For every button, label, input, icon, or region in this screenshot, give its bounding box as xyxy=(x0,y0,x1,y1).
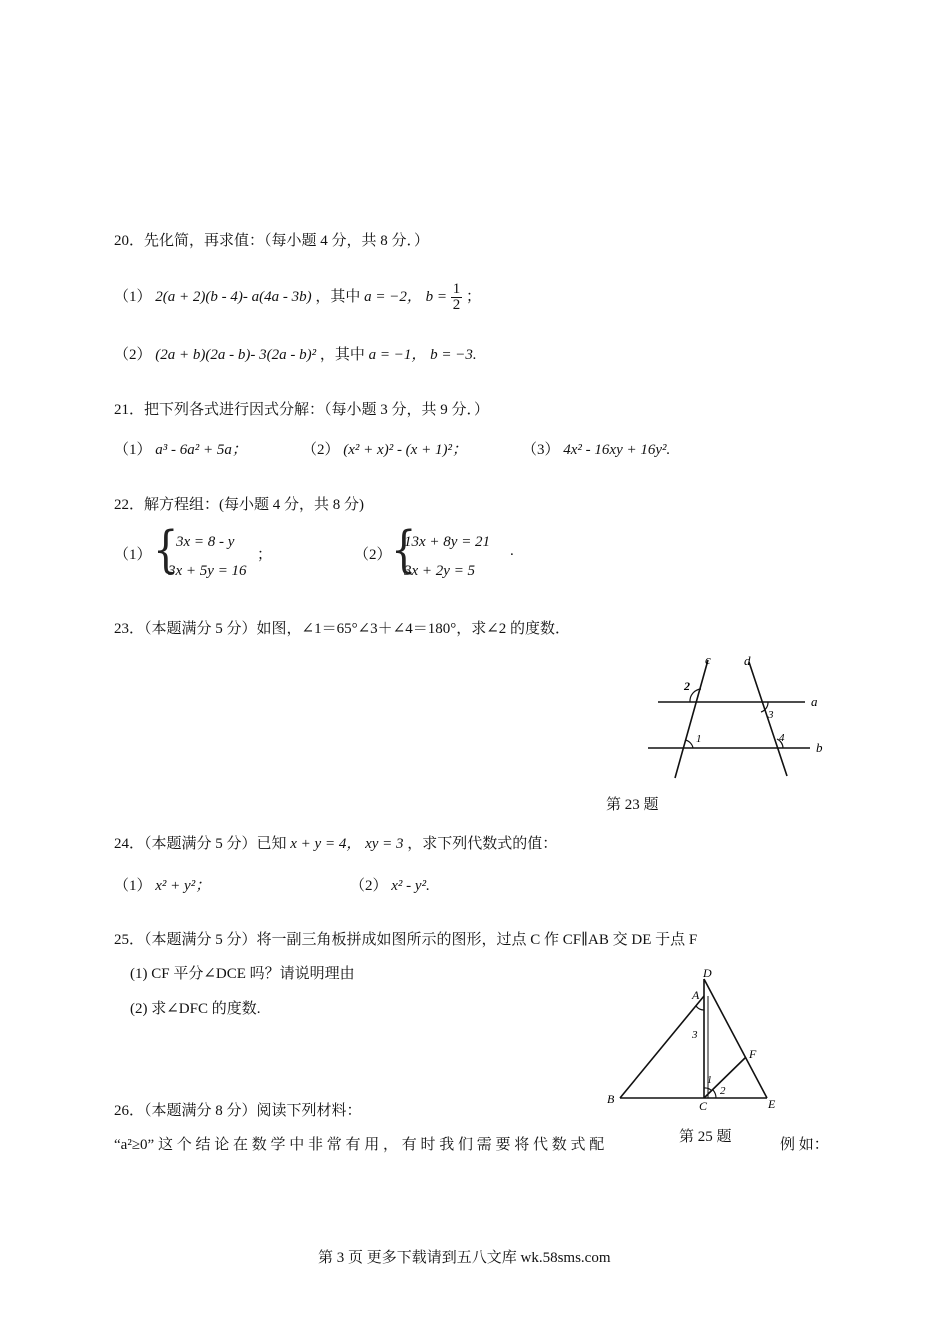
fig25-line-BA xyxy=(620,996,704,1098)
q22-p2-brace: { xyxy=(391,521,417,579)
q20-p2-text: ，其中 xyxy=(319,347,365,363)
q21-part2 xyxy=(302,438,467,459)
q20-p1-expression: 2(a + 2)(b - 4)- a(4a - 3b) xyxy=(155,288,312,305)
q24-p2-expression: x² - y². xyxy=(391,878,430,894)
q20-part1 xyxy=(114,282,481,313)
fig23-label-2: 2 xyxy=(684,679,690,693)
fig25-angle2-arc xyxy=(713,1090,716,1098)
fig23-angle1-arc xyxy=(685,740,693,748)
q26-line-start: “a²≥0” 这 个 结 论 在 数 学 中 非 常 有 用 ， 有 时 我 们 需 要 将 代 数 式 配 xyxy=(114,1137,605,1153)
fig23-label-b: b xyxy=(816,740,823,755)
q22-p2-label: （2） xyxy=(354,547,392,563)
q26-line-end: 例 如： xyxy=(780,1137,829,1153)
fig23-label-a: a xyxy=(811,694,818,709)
q21-part3 xyxy=(522,438,670,459)
fig25-label-1: 1 xyxy=(707,1075,712,1086)
fig23-label-d: d xyxy=(744,653,751,668)
q20-p1-a-value: a = −2， xyxy=(364,288,422,305)
q21-p3-expression: 4x² - 16xy + 16y². xyxy=(563,442,671,458)
fig23-line-c xyxy=(675,660,708,778)
fig23-label-3: 3 xyxy=(768,709,774,721)
q20-part2 xyxy=(114,343,477,364)
q22-title: 22．解方程组：(每小题 4 分，共 8 分) xyxy=(114,497,364,513)
q24-condition-1: x + y = 4， xyxy=(290,836,362,852)
q20-title: 20．先化简，再求值：（每小题 4 分，共 8 分．） xyxy=(114,233,430,249)
q21-p1-expression: a³ - 6a² + 5a； xyxy=(155,442,247,458)
q24-p1-label: （1） xyxy=(114,878,152,894)
q22-p2-eq1: 13x + 8y = 21 xyxy=(404,534,491,550)
q25-caption: 第 25 题 xyxy=(679,1129,732,1145)
q21-title: 21．把下列各式进行因式分解：（每小题 3 分，共 9 分．） xyxy=(114,402,490,418)
q24-p2-label: （2） xyxy=(350,878,388,894)
fig25-label-A: A xyxy=(692,988,700,1002)
q21-p2-label: （2） xyxy=(302,442,340,458)
fig23-label-4: 4 xyxy=(779,732,785,744)
fig25-line-DE xyxy=(704,979,767,1098)
q26-title: 26．（本题满分 8 分）阅读下列材料： xyxy=(114,1103,362,1119)
fig25-label-F: F xyxy=(749,1047,757,1061)
q25-figure xyxy=(600,965,790,1115)
q20-p2-a-value: a = −1， xyxy=(368,347,427,363)
q20-p2-expression: (2a + b)(2a - b)- 3(2a - b)² xyxy=(155,347,317,363)
fig25-label-B: B xyxy=(607,1092,615,1106)
q24-part2 xyxy=(350,874,430,895)
q22-p1-brace: { xyxy=(153,521,179,579)
q21-part1 xyxy=(114,438,247,459)
page-footer: 第 3 页 更多下载请到五八文库 wk.58sms.com xyxy=(318,1250,611,1266)
q20-p2-label: （2） xyxy=(114,347,152,363)
q20-p1-end: ； xyxy=(465,288,481,305)
q25-title: 25．（本题满分 5 分）将一副三角板拼成如图所示的图形，过点 C 作 CF∥AB 交 DE 于点 F xyxy=(114,932,698,948)
q20-p1-label: （1） xyxy=(114,288,152,305)
fig23-label-c: c xyxy=(705,652,711,667)
q21-p3-label: （3） xyxy=(522,442,560,458)
q21-p1-label: （1） xyxy=(114,442,152,458)
q21-p2-expression: (x² + x)² - (x + 1)²； xyxy=(343,442,467,458)
q24-condition-2: xy = 3 xyxy=(365,836,404,852)
q24-title-prefix: 24．（本题满分 5 分）已知 xyxy=(114,836,287,852)
q24-p1-expression: x² + y²； xyxy=(155,878,211,894)
fig25-label-E: E xyxy=(768,1097,776,1111)
fig25-angle3-arc xyxy=(696,1006,704,1010)
q20-p1-text: ，其中 xyxy=(315,288,361,305)
q22-p1-eq2: 3x + 5y = 16 xyxy=(168,563,247,579)
q24-part1 xyxy=(114,874,210,895)
q22-p1-end: ； xyxy=(257,547,273,563)
fig25-label-3: 3 xyxy=(692,1029,698,1041)
q25-part1: (1) CF 平分∠DCE 吗？请说明理由 xyxy=(130,966,355,982)
q22-p1-label: （1） xyxy=(114,547,152,563)
q23-figure xyxy=(640,648,840,788)
q20-p1-b-value: b = xyxy=(425,288,447,305)
q22-p2-end: . xyxy=(510,543,514,559)
fig23-label-1: 1 xyxy=(696,733,702,745)
q23-title: 23．（本题满分 5 分）如图，∠1＝65°∠3＋∠4＝180°，求∠2 的度数． xyxy=(114,621,571,637)
q20-p2-b-value: b = −3. xyxy=(430,347,477,363)
fig25-label-C: C xyxy=(699,1099,708,1113)
q20-p1-fraction xyxy=(451,282,463,313)
q22-p1-eq1: 3x = 8 - y xyxy=(176,534,235,550)
q20-p1-frac-num: 1 xyxy=(452,281,461,297)
q20-p1-frac-den: 2 xyxy=(452,297,461,313)
q22-p2-eq2: 3x + 2y = 5 xyxy=(404,563,476,579)
q24-title-suffix: ，求下列代数式的值： xyxy=(407,836,558,852)
fig25-label-2: 2 xyxy=(720,1085,726,1097)
q25-part2: (2) 求∠DFC 的度数. xyxy=(130,1001,261,1017)
q24-title xyxy=(114,832,557,853)
q23-caption: 第 23 题 xyxy=(606,797,659,813)
fig25-label-D: D xyxy=(703,966,712,980)
